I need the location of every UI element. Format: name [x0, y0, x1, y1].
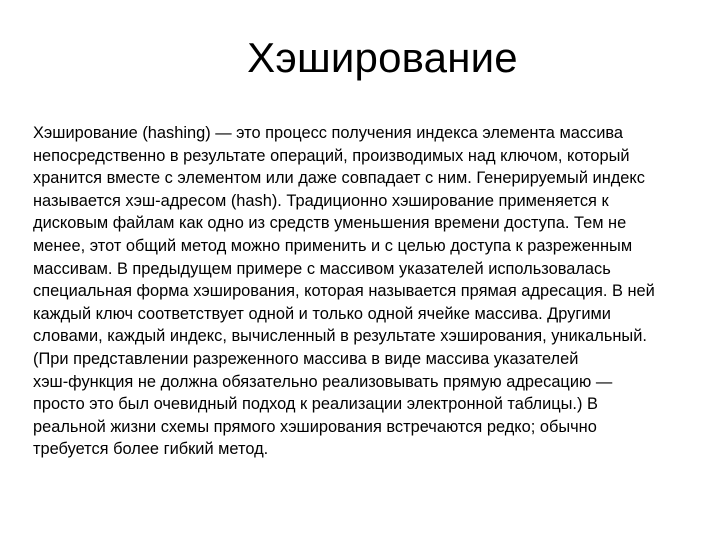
- body-line: специальная форма хэширования, которая называется прямая адресация. В ней: [33, 282, 655, 301]
- slide-title: Хэширование: [247, 34, 518, 81]
- body-line: массивам. В предыдущем примере с массивом указателей использовалась: [33, 259, 611, 278]
- body-line: реальной жизни схемы прямого хэширования встречаются редко; обычно: [33, 417, 597, 436]
- body-line: хэш-функция не должна обязательно реализовывать прямую адресацию —: [33, 372, 613, 391]
- body-line: дисковым файлам как одно из средств уменьшения времени доступа. Тем не: [33, 214, 627, 233]
- body-line: словами, каждый индекс, вычисленный в результате хэширования, уникальный.: [33, 327, 647, 346]
- body-line: называется хэш-адресом (hash). Традиционно хэширование применяется к: [33, 191, 609, 210]
- slide-body-text: [33, 122, 720, 461]
- body-line: Хэширование (hashing) — это процесс получения индекса элемента массива: [33, 124, 624, 142]
- body-line: хранится вместе с элементом или даже совпадает с ним. Генерируемый индекс: [33, 169, 645, 188]
- body-line: непосредственно в результате операций, производимых над ключом, который: [33, 146, 630, 165]
- body-line: каждый ключ соответствует одной и только одной ячейке массива. Другими: [33, 304, 611, 323]
- body-line: менее, этот общий метод можно применить и с целью доступа к разреженным: [33, 236, 633, 255]
- body-line: просто это был очевидный подход к реализации электронной таблицы.) В: [33, 395, 598, 414]
- body-line: (При представлении разреженного массива в виде массива указателей: [33, 349, 579, 368]
- body-line: требуется более гибкий метод.: [33, 440, 269, 459]
